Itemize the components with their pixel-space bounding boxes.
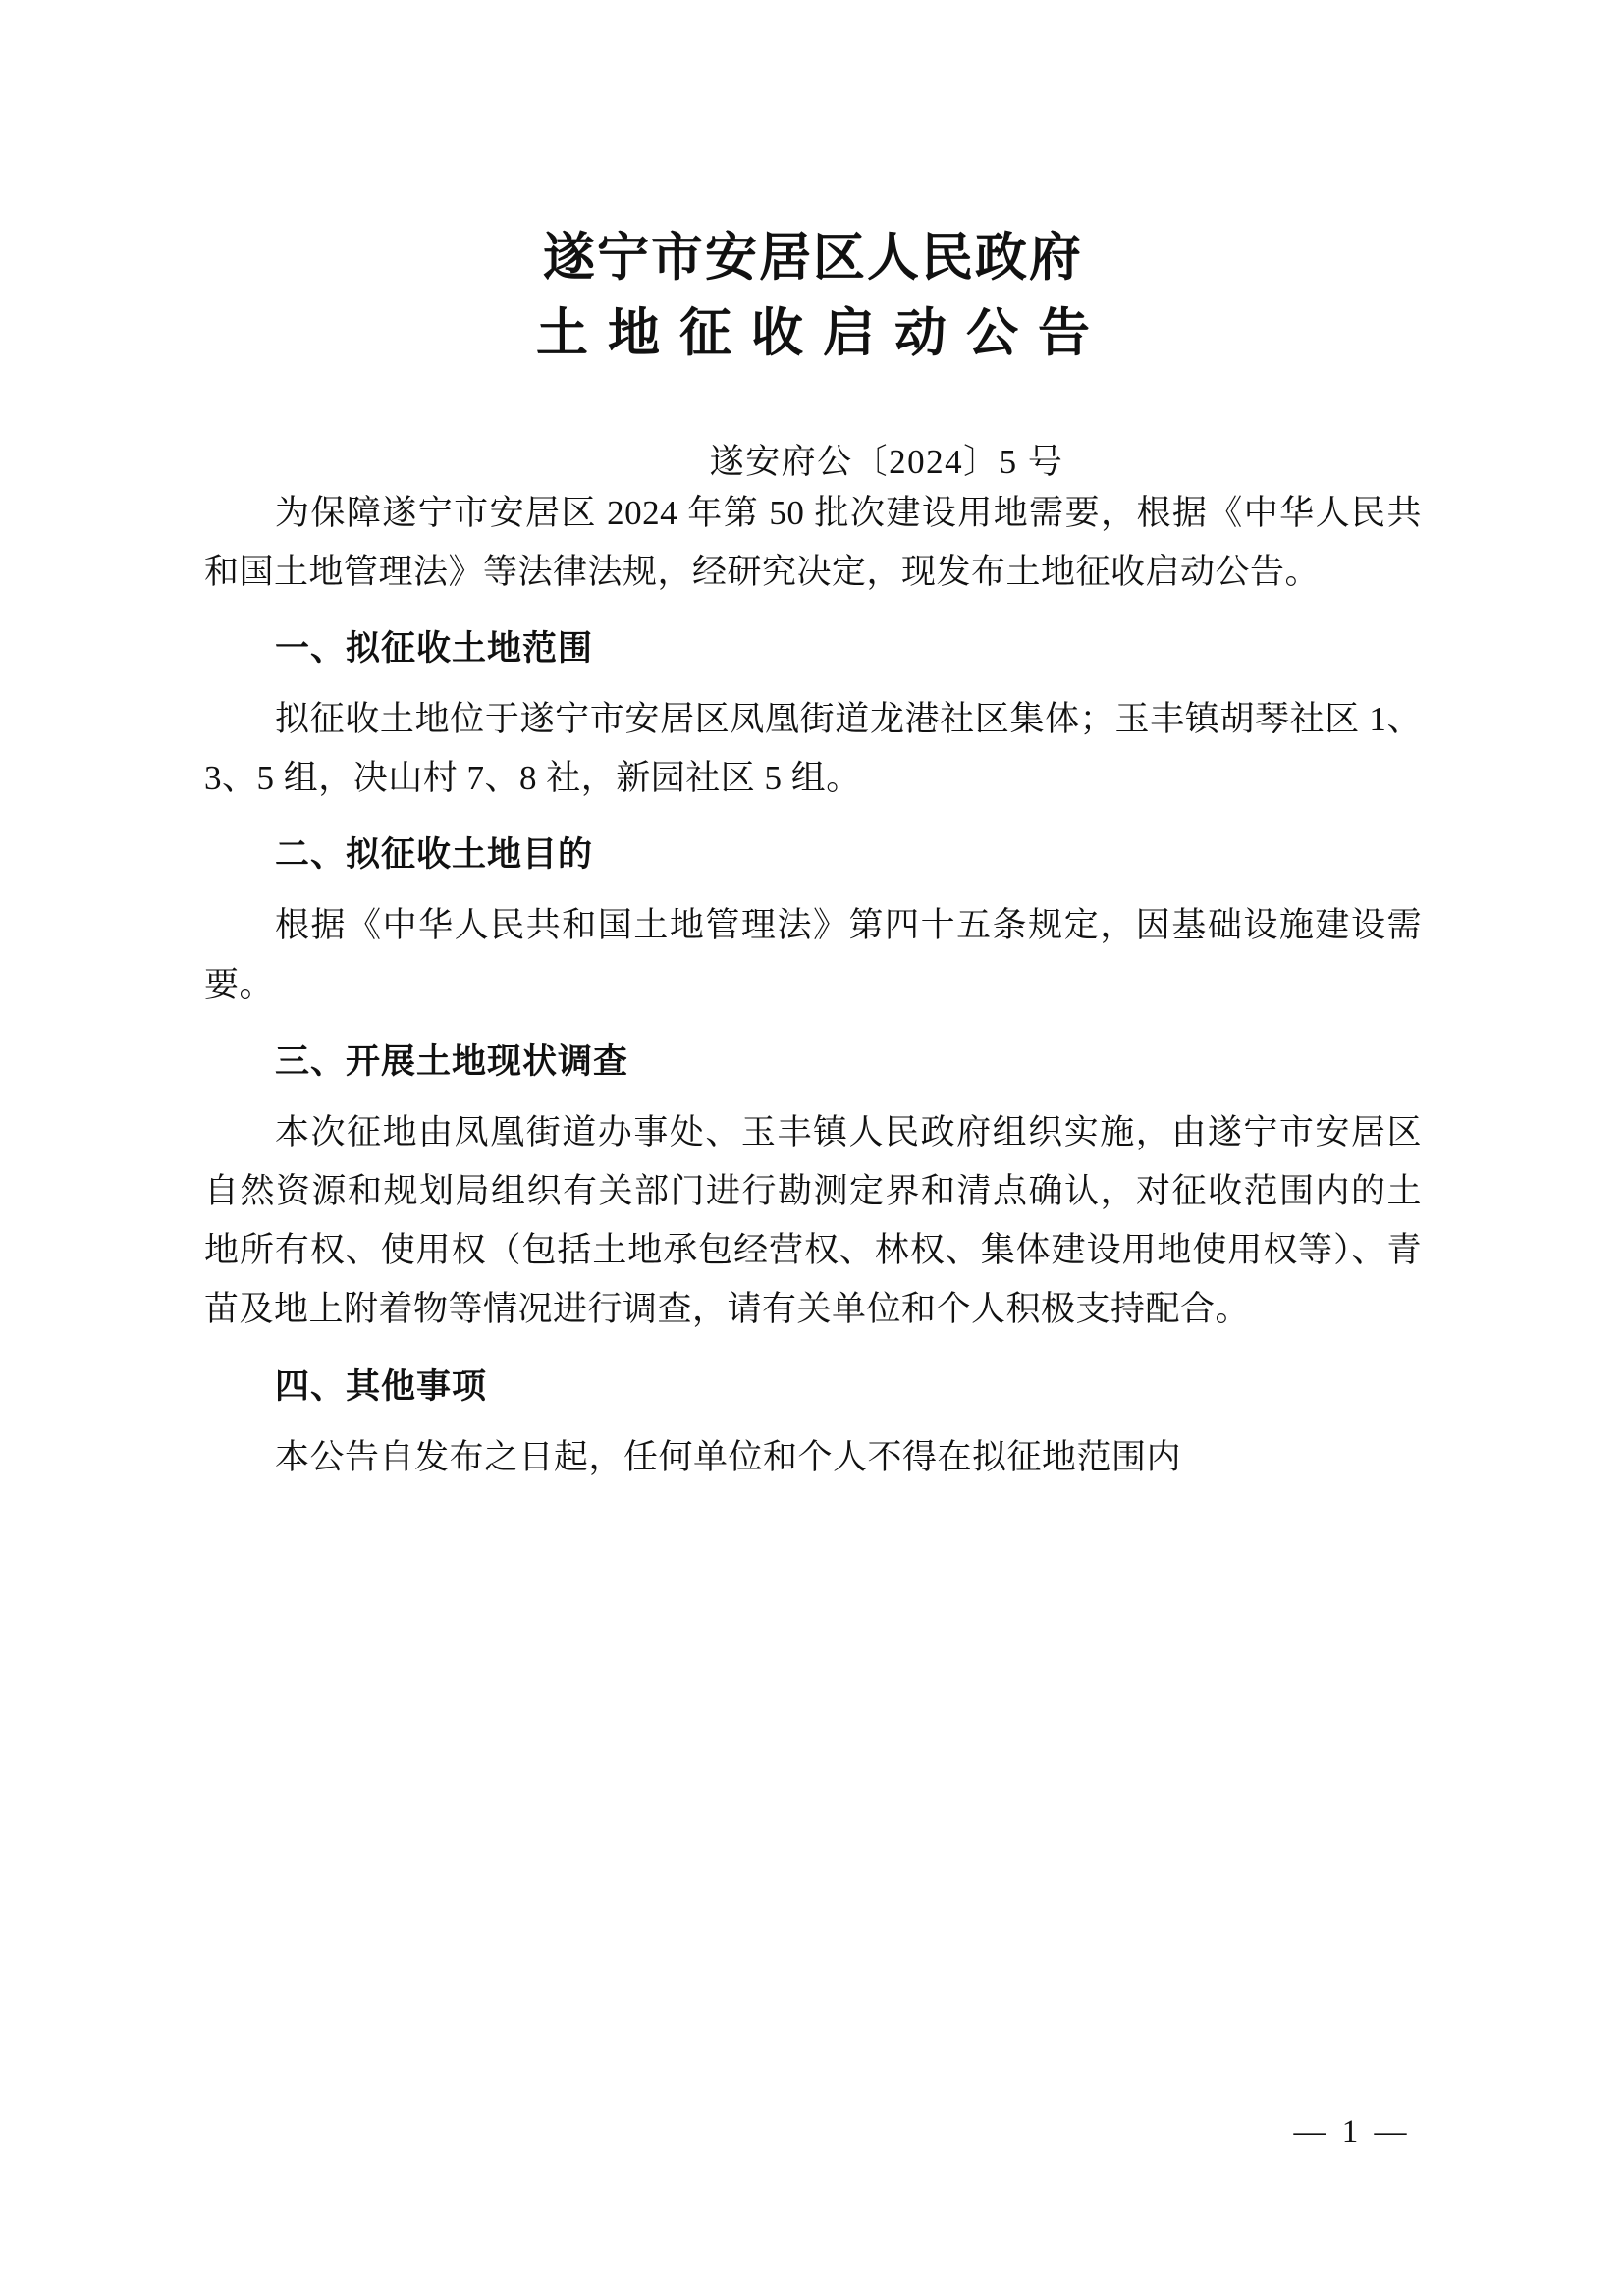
document-content [204, 0, 1422, 1487]
document-number: 遂安府公〔2024〕5 号 [709, 442, 1064, 481]
section-paragraph-3-1: 本次征地由凤凰街道办事处、玉丰镇人民政府组织实施，由遂宁市安居区自然资源和规划局组织有关部门进行勘测定界和清点确认，对征收范围内的土地所有权、使用权（包括土地承包经营权、林权、集体建设用地使用权等）、青苗及地上附着物等情况进行调查，请有关单位和个人积极支持配合。 [204, 1112, 1422, 1329]
section-heading-2: 二、拟征收土地目的 [275, 835, 594, 875]
page-title-line-1: 遂宁市安居区人民政府 [543, 230, 1083, 287]
section-heading-3: 三、开展土地现状调查 [275, 1041, 629, 1081]
intro-paragraph: 为保障遂宁市安居区 2024 年第 50 批次建设用地需要，根据《中华人民共和国土地管理法》等法律法规，经研究决定，现发布土地征收启动公告。 [204, 493, 1422, 591]
section-heading-4: 四、其他事项 [275, 1366, 488, 1406]
page-number-footer: — 1 — [1293, 2114, 1411, 2150]
document-title-block [204, 228, 1422, 370]
section-paragraph-4-1: 本公告自发布之日起，任何单位和个人不得在拟征地范围内 [275, 1437, 1182, 1476]
page-title-line-2: 土地征收启动公告 [536, 304, 1110, 362]
section-heading-1: 一、拟征收土地范围 [275, 629, 594, 668]
section-paragraph-1-1: 拟征收土地位于遂宁市安居区凤凰街道龙港社区集体；玉丰镇胡琴社区 1、3、5 组，决山村 7、8 社，新园社区 5 组。 [204, 700, 1422, 798]
section-paragraph-2-1: 根据《中华人民共和国土地管理法》第四十五条规定，因基础设施建设需要。 [204, 906, 1422, 1004]
